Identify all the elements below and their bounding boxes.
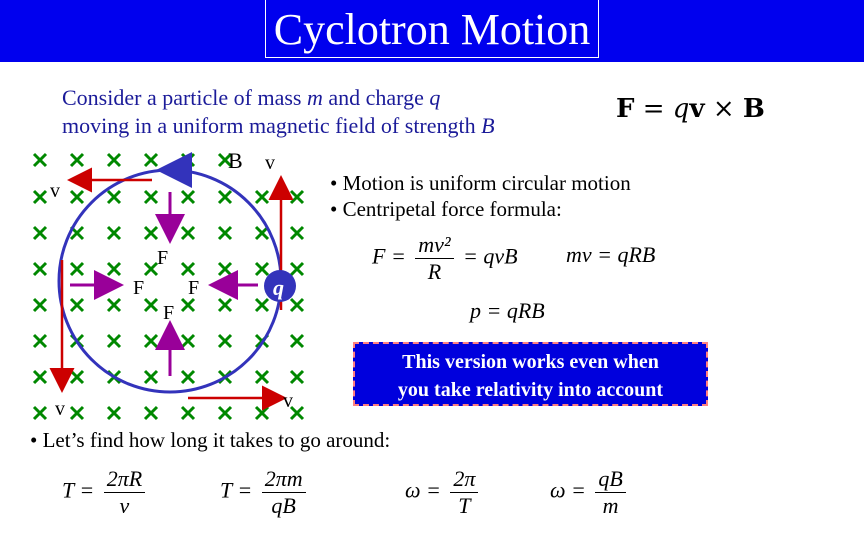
field-x-mark	[34, 371, 46, 383]
bullet-centripetal: • Centripetal force formula:	[330, 197, 562, 221]
omega-eq1-den: T	[458, 493, 471, 518]
field-x-mark	[108, 407, 120, 419]
field-x-mark	[145, 335, 157, 347]
field-x-mark	[256, 227, 268, 239]
field-x-mark	[145, 407, 157, 419]
force-label-bottom: F	[163, 302, 175, 324]
period-eq2-num: 2πm	[262, 466, 306, 493]
field-x-mark	[34, 227, 46, 239]
field-x-mark	[145, 263, 157, 275]
callout-line2: you take relativity into account	[397, 379, 664, 401]
field-x-mark	[108, 191, 120, 203]
period-equation-2	[220, 466, 310, 519]
field-x-mark	[219, 263, 231, 275]
velocity-label-bottom-right: v	[283, 390, 293, 412]
omega-eq2-den: m	[602, 493, 619, 518]
field-x-mark	[182, 263, 194, 275]
velocity-label-top-right: v	[265, 152, 275, 174]
field-x-mark	[219, 299, 231, 311]
field-x-mark	[182, 154, 194, 166]
centripetal-rhs: = qvB	[463, 243, 518, 269]
force-label-left: F	[133, 277, 145, 299]
velocity-label-bottom-left: v	[55, 398, 65, 420]
field-x-mark	[256, 191, 268, 203]
field-x-mark	[219, 407, 231, 419]
field-x-mark	[145, 191, 157, 203]
period-eq1-lhs: T =	[62, 477, 95, 503]
field-x-mark	[219, 191, 231, 203]
period-eq2-lhs: T =	[220, 477, 253, 503]
force-label-top: F	[157, 247, 169, 269]
field-x-mark	[34, 299, 46, 311]
field-x-mark	[256, 371, 268, 383]
field-x-mark	[71, 407, 83, 419]
period-eq1-fraction	[104, 466, 145, 519]
centripetal-equation	[372, 232, 518, 285]
field-x-mark	[34, 407, 46, 419]
field-x-mark	[291, 263, 303, 275]
field-x-mark	[182, 227, 194, 239]
field-x-mark	[291, 299, 303, 311]
field-x-mark	[34, 263, 46, 275]
momentum-radius-equation: mv = qRB	[566, 242, 656, 267]
field-x-mark	[108, 263, 120, 275]
force-symbol: F	[616, 94, 635, 124]
lorentz-force-equation	[616, 94, 765, 124]
intro-field-symbol: B	[481, 113, 495, 138]
field-x-mark	[219, 227, 231, 239]
intro-mass-symbol: m	[307, 85, 323, 110]
field-x-mark	[34, 154, 46, 166]
cross-product-sign: ×	[712, 94, 735, 124]
field-x-mark	[145, 227, 157, 239]
intro-line1-mid: and charge	[322, 85, 430, 110]
field-x-mark	[108, 227, 120, 239]
field-x-mark	[71, 263, 83, 275]
bullet-period: • Let’s find how long it takes to go around:	[30, 428, 391, 452]
field-x-mark	[108, 335, 120, 347]
field-x-mark	[182, 371, 194, 383]
charge-label: q	[273, 275, 284, 300]
field-x-mark	[34, 335, 46, 347]
period-eq2-den: qB	[271, 493, 296, 518]
omega-eq1-lhs: ω =	[405, 477, 441, 503]
field-label: B	[228, 148, 243, 173]
field-x-mark	[34, 191, 46, 203]
field-x-mark	[256, 407, 268, 419]
field-x-mark	[291, 191, 303, 203]
period-equation-1	[62, 466, 149, 519]
field-x-mark	[291, 371, 303, 383]
field-x-mark	[256, 263, 268, 275]
period-eq2-fraction	[262, 466, 306, 519]
field-x-mark	[71, 191, 83, 203]
field-x-mark	[71, 154, 83, 166]
omega-eq1-fraction	[450, 466, 478, 519]
field-x-mark	[108, 299, 120, 311]
field-x-mark	[145, 154, 157, 166]
field-x-mark	[291, 227, 303, 239]
force-equals-q: = q	[642, 94, 690, 124]
intro-text	[62, 84, 495, 140]
bullet-uniform-motion: • Motion is uniform circular motion	[330, 171, 631, 195]
callout-line1: This version works even when	[402, 351, 659, 373]
field-vector: B	[742, 94, 765, 124]
field-x-mark	[108, 154, 120, 166]
field-x-mark	[71, 371, 83, 383]
angular-frequency-equation-2	[550, 466, 630, 519]
field-x-mark	[219, 335, 231, 347]
period-eq1-num: 2πR	[104, 466, 145, 493]
velocity-label-top-left: v	[50, 180, 60, 202]
field-x-mark	[145, 299, 157, 311]
force-label-right: F	[188, 277, 200, 299]
intro-charge-symbol: q	[429, 85, 441, 110]
period-eq1-den: v	[119, 493, 130, 518]
omega-eq2-num: qB	[595, 466, 625, 493]
intro-line1-pre: Consider a particle of mass	[62, 85, 307, 110]
velocity-vector: v	[689, 94, 705, 124]
relativity-callout	[353, 342, 708, 406]
field-x-mark	[182, 407, 194, 419]
intro-line2-pre: moving in a uniform magnetic field of strength	[62, 113, 482, 138]
centripetal-denominator: R	[427, 259, 442, 284]
field-x-mark	[182, 191, 194, 203]
field-x-mark	[182, 335, 194, 347]
field-x-mark	[256, 299, 268, 311]
page-title: Cyclotron Motion	[273, 5, 591, 54]
field-x-mark	[291, 335, 303, 347]
omega-eq2-lhs: ω =	[550, 477, 586, 503]
field-x-mark	[71, 299, 83, 311]
centripetal-lhs: F =	[372, 243, 406, 269]
field-x-mark	[182, 299, 194, 311]
omega-eq2-fraction	[595, 466, 625, 519]
omega-eq1-num: 2π	[450, 466, 478, 493]
centripetal-numerator: mv²	[415, 232, 453, 259]
momentum-equation: p = qRB	[470, 298, 545, 323]
centripetal-fraction	[415, 232, 453, 285]
angular-frequency-equation-1	[405, 466, 482, 519]
field-x-mark	[145, 371, 157, 383]
